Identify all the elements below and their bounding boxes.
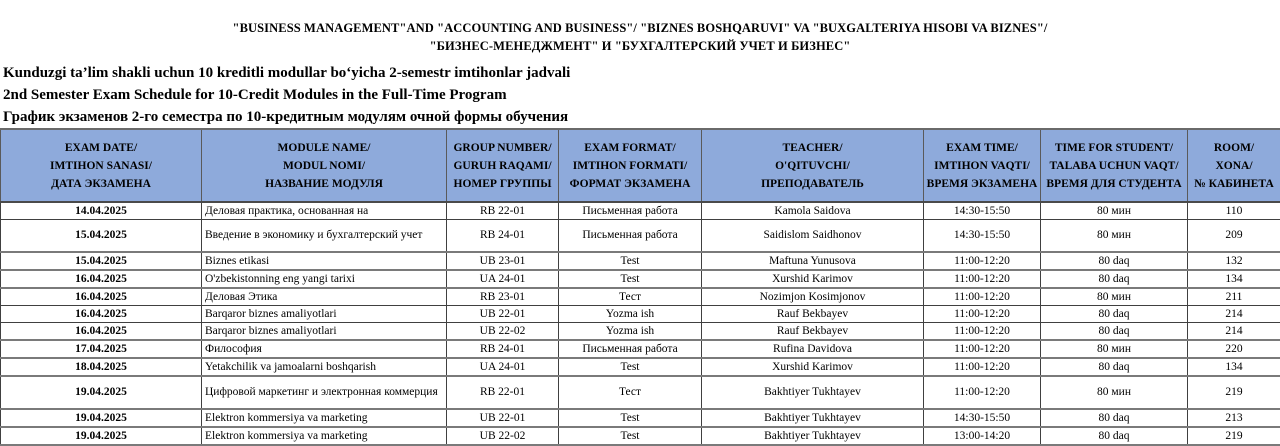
exam-date-cell: 16.04.2025 <box>1 323 202 341</box>
group-number-cell: UA 24-01 <box>447 270 559 288</box>
group-number-cell: RB 24-01 <box>447 340 559 358</box>
group-number-cell: RB 22-01 <box>447 376 559 409</box>
column-header-teacher: TEACHER/ O'QITUVCHI/ ПРЕПОДАВАТЕЛЬ <box>702 129 924 202</box>
duration-cell: 80 daq <box>1041 427 1188 445</box>
exam-format-cell: Тест <box>559 376 702 409</box>
exam-time-cell: 14:30-15:50 <box>924 220 1041 253</box>
exam-date-cell: 19.04.2025 <box>1 409 202 427</box>
teacher-cell: Xurshid Karimov <box>702 358 924 376</box>
exam-time-cell: 11:00-12:20 <box>924 306 1041 323</box>
module-name-cell: Цифровой маркетинг и электронная коммерция <box>202 376 447 409</box>
duration-cell: 80 daq <box>1041 306 1188 323</box>
table-row <box>1 306 1280 323</box>
column-header-group-number: GROUP NUMBER/ GURUH RAQAMI/ НОМЕР ГРУППЫ <box>447 129 559 202</box>
module-name-cell: Введение в экономику и бухгалтерский учет <box>202 220 447 253</box>
table-row <box>1 220 1280 253</box>
teacher-cell: Rufina Davidova <box>702 340 924 358</box>
exam-time-cell: 11:00-12:20 <box>924 270 1041 288</box>
teacher-cell: Nozimjon Kosimjonov <box>702 288 924 306</box>
exam-format-cell: Test <box>559 270 702 288</box>
duration-cell: 80 daq <box>1041 358 1188 376</box>
module-name-cell: O'zbekistonning eng yangi tarixi <box>202 270 447 288</box>
exam-time-cell: 14:30-15:50 <box>924 409 1041 427</box>
room-cell: 209 <box>1188 220 1280 253</box>
room-cell: 134 <box>1188 270 1280 288</box>
column-header-exam-time: EXAM TIME/ IMTIHON VAQTI/ ВРЕМЯ ЭКЗАМЕНА <box>924 129 1041 202</box>
subtitle-russian: График экзаменов 2-го семестра по 10-кредитным модулям очной формы обучения <box>3 109 568 126</box>
duration-cell: 80 daq <box>1041 409 1188 427</box>
table-row <box>1 340 1280 358</box>
exam-time-cell: 11:00-12:20 <box>924 340 1041 358</box>
module-name-cell: Biznes etikasi <box>202 252 447 270</box>
group-number-cell: RB 23-01 <box>447 288 559 306</box>
exam-format-cell: Test <box>559 409 702 427</box>
exam-time-cell: 11:00-12:20 <box>924 323 1041 341</box>
exam-time-cell: 14:30-15:50 <box>924 202 1041 220</box>
column-header-exam-date: EXAM DATE/ IMTIHON SANASI/ ДАТА ЭКЗАМЕНА <box>1 129 202 202</box>
teacher-cell: Kamola Saidova <box>702 202 924 220</box>
table-row <box>1 376 1280 409</box>
column-header-exam-format: EXAM FORMAT/ IMTIHON FORMATI/ ФОРМАТ ЭКЗАМЕНА <box>559 129 702 202</box>
exam-format-cell: Test <box>559 252 702 270</box>
exam-date-cell: 14.04.2025 <box>1 202 202 220</box>
module-name-cell: Деловая Этика <box>202 288 447 306</box>
exam-time-cell: 11:00-12:20 <box>924 252 1041 270</box>
exam-date-cell: 16.04.2025 <box>1 270 202 288</box>
room-cell: 219 <box>1188 427 1280 445</box>
duration-cell: 80 мин <box>1041 340 1188 358</box>
table-header-row <box>1 129 1280 202</box>
exam-format-cell: Yozma ish <box>559 323 702 341</box>
room-cell: 134 <box>1188 358 1280 376</box>
exam-date-cell: 16.04.2025 <box>1 306 202 323</box>
exam-date-cell: 19.04.2025 <box>1 427 202 445</box>
exam-format-cell: Test <box>559 358 702 376</box>
exam-time-cell: 11:00-12:20 <box>924 376 1041 409</box>
table-row <box>1 358 1280 376</box>
table-row <box>1 202 1280 220</box>
room-cell: 211 <box>1188 288 1280 306</box>
exam-format-cell: Yozma ish <box>559 306 702 323</box>
exam-date-cell: 15.04.2025 <box>1 220 202 253</box>
room-cell: 214 <box>1188 306 1280 323</box>
table-row <box>1 288 1280 306</box>
teacher-cell: Rauf Bekbayev <box>702 306 924 323</box>
room-cell: 214 <box>1188 323 1280 341</box>
duration-cell: 80 мин <box>1041 220 1188 253</box>
exam-date-cell: 15.04.2025 <box>1 252 202 270</box>
module-name-cell: Elektron kommersiya va marketing <box>202 427 447 445</box>
exam-schedule-table <box>0 128 1280 446</box>
duration-cell: 80 daq <box>1041 323 1188 341</box>
teacher-cell: Bakhtiyer Tukhtayev <box>702 409 924 427</box>
exam-format-cell: Письменная работа <box>559 340 702 358</box>
group-number-cell: UB 22-01 <box>447 306 559 323</box>
duration-cell: 80 мин <box>1041 376 1188 409</box>
room-cell: 132 <box>1188 252 1280 270</box>
table-row <box>1 323 1280 341</box>
exam-date-cell: 19.04.2025 <box>1 376 202 409</box>
duration-cell: 80 daq <box>1041 252 1188 270</box>
column-header-module-name: MODULE NAME/ MODUL NOMI/ НАЗВАНИЕ МОДУЛЯ <box>202 129 447 202</box>
exam-format-cell: Письменная работа <box>559 220 702 253</box>
teacher-cell: Rauf Bekbayev <box>702 323 924 341</box>
group-number-cell: UA 24-01 <box>447 358 559 376</box>
exam-format-cell: Письменная работа <box>559 202 702 220</box>
subtitle-uzbek: Kunduzgi ta’lim shakli uchun 10 kreditli modullar bo‘yicha 2-semestr imtihonlar jadvali <box>3 65 570 82</box>
column-header-time-for-student: TIME FOR STUDENT/ TALABA UCHUN VAQT/ ВРЕМЯ ДЛЯ СТУДЕНТА <box>1041 129 1188 202</box>
exam-date-cell: 16.04.2025 <box>1 288 202 306</box>
teacher-cell: Bakhtiyer Tukhtayev <box>702 427 924 445</box>
group-number-cell: UB 23-01 <box>447 252 559 270</box>
room-cell: 219 <box>1188 376 1280 409</box>
duration-cell: 80 daq <box>1041 270 1188 288</box>
exam-format-cell: Тест <box>559 288 702 306</box>
table-row <box>1 409 1280 427</box>
teacher-cell: Saidislom Saidhonov <box>702 220 924 253</box>
module-name-cell: Barqaror biznes amaliyotlari <box>202 306 447 323</box>
group-number-cell: UB 22-02 <box>447 427 559 445</box>
room-cell: 213 <box>1188 409 1280 427</box>
module-name-cell: Elektron kommersiya va marketing <box>202 409 447 427</box>
exam-time-cell: 11:00-12:20 <box>924 358 1041 376</box>
duration-cell: 80 мин <box>1041 202 1188 220</box>
table-row <box>1 427 1280 445</box>
exam-time-cell: 11:00-12:20 <box>924 288 1041 306</box>
room-cell: 110 <box>1188 202 1280 220</box>
group-number-cell: UB 22-01 <box>447 409 559 427</box>
exam-format-cell: Test <box>559 427 702 445</box>
exam-date-cell: 17.04.2025 <box>1 340 202 358</box>
duration-cell: 80 мин <box>1041 288 1188 306</box>
room-cell: 220 <box>1188 340 1280 358</box>
module-name-cell: Деловая практика, основанная на <box>202 202 447 220</box>
teacher-cell: Maftuna Yunusova <box>702 252 924 270</box>
group-number-cell: UB 22-02 <box>447 323 559 341</box>
module-name-cell: Yetakchilik va jamoalarni boshqarish <box>202 358 447 376</box>
program-title-line-2: "БИЗНЕС-МЕНЕДЖМЕНТ" И "БУХГАЛТЕРСКИЙ УЧЕТ И БИЗНЕС" <box>0 39 1280 54</box>
teacher-cell: Xurshid Karimov <box>702 270 924 288</box>
exam-time-cell: 13:00-14:20 <box>924 427 1041 445</box>
column-header-room: ROOM/ XONA/ № КАБИНЕТА <box>1188 129 1280 202</box>
exam-date-cell: 18.04.2025 <box>1 358 202 376</box>
table-row <box>1 252 1280 270</box>
program-title-line-1: "BUSINESS MANAGEMENT"AND "ACCOUNTING AND BUSINESS"/ "BIZNES BOSHQARUVI" VA "BUXGALTERIYA HISOBI VA BIZNES"/ <box>0 21 1280 36</box>
module-name-cell: Философия <box>202 340 447 358</box>
group-number-cell: RB 22-01 <box>447 202 559 220</box>
subtitle-english: 2nd Semester Exam Schedule for 10-Credit Modules in the Full-Time Program <box>3 87 507 104</box>
table-row <box>1 270 1280 288</box>
group-number-cell: RB 24-01 <box>447 220 559 253</box>
module-name-cell: Barqaror biznes amaliyotlari <box>202 323 447 341</box>
teacher-cell: Bakhtiyer Tukhtayev <box>702 376 924 409</box>
